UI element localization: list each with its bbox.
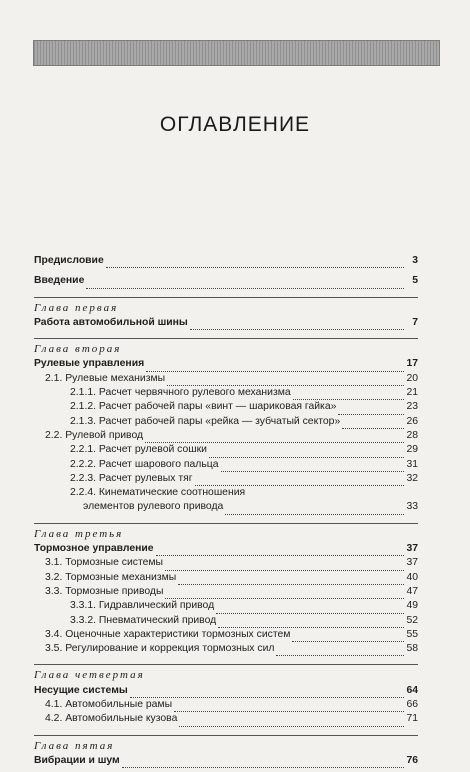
chapter-heading: Глава пятая xyxy=(34,735,418,754)
dot-leader xyxy=(293,389,404,400)
toc-entry-title: 2.2.4. Кинематические соотношения xyxy=(70,487,246,499)
toc-entry-page: 5 xyxy=(412,275,418,287)
toc-entry-page: 64 xyxy=(406,684,418,696)
toc-entry-title: Предисловие xyxy=(34,255,104,266)
toc-entry[interactable] xyxy=(34,274,418,288)
toc-entry[interactable] xyxy=(34,754,418,768)
header-bar xyxy=(33,40,440,66)
toc-entry[interactable] xyxy=(34,500,418,514)
toc-entry[interactable] xyxy=(34,316,418,330)
toc-entry[interactable] xyxy=(34,429,418,443)
toc-entry-title: 3.3. Тормозные приводы xyxy=(45,585,164,597)
toc-entry[interactable] xyxy=(34,472,418,486)
toc-entry[interactable] xyxy=(34,386,418,400)
toc-entry-page: 47 xyxy=(406,585,418,597)
toc-entry-title: 2.1. Рулевые механизмы xyxy=(45,372,166,384)
toc-entry-page: 29 xyxy=(406,444,418,456)
toc-entry-page: 66 xyxy=(406,699,418,711)
chapter-heading: Глава третья xyxy=(34,523,418,542)
toc-entry-page: 26 xyxy=(406,415,418,427)
dot-leader xyxy=(209,447,404,458)
dot-leader xyxy=(174,701,404,712)
page-title: ОГЛАВЛЕНИЕ xyxy=(159,113,311,136)
toc-entry-page: 17 xyxy=(406,358,418,370)
toc-entry-title: 3.3.1. Гидравлический привод xyxy=(70,600,215,612)
toc-entry[interactable] xyxy=(34,372,418,386)
dot-leader xyxy=(156,545,404,556)
toc-entry-page: 23 xyxy=(406,401,418,413)
dot-leader xyxy=(216,603,404,614)
toc-entry[interactable] xyxy=(34,357,418,371)
dot-leader xyxy=(221,461,404,472)
dot-leader xyxy=(190,319,404,330)
toc-entry[interactable] xyxy=(34,642,418,656)
dot-leader xyxy=(292,631,404,642)
toc-entry-title: 2.2.2. Расчет шарового пальца xyxy=(70,458,219,470)
toc-entry[interactable] xyxy=(34,458,418,472)
toc-entry-title: 3.4. Оценочные характеристики тормозных систем xyxy=(45,628,291,640)
toc-entry-page: 7 xyxy=(412,316,418,328)
toc-entry-page: 20 xyxy=(406,372,418,384)
toc-entry[interactable] xyxy=(34,556,418,570)
toc-entry-title: элементов рулевого привода xyxy=(83,501,224,513)
dot-leader xyxy=(146,361,404,372)
toc-entry[interactable] xyxy=(34,542,418,556)
dot-leader xyxy=(338,404,404,415)
toc-entry-title: Вибрации и шум xyxy=(34,754,120,766)
dot-leader xyxy=(276,645,404,656)
toc-entry-title: Тормозное управление xyxy=(34,543,154,555)
toc-entry[interactable] xyxy=(34,614,418,628)
chapter-heading: Глава первая xyxy=(34,297,418,316)
chapter-heading: Глава вторая xyxy=(34,338,418,357)
dot-leader xyxy=(225,504,404,515)
dot-leader xyxy=(106,257,404,268)
dot-leader xyxy=(86,278,404,289)
toc-entry-title: 2.1.3. Расчет рабочей пары «рейка — зубчатый сектор» xyxy=(70,415,341,427)
dot-leader xyxy=(218,617,404,628)
toc-entry[interactable] xyxy=(34,628,418,642)
toc-entry-title: 3.5. Регулирование и коррекция тормозных сил xyxy=(45,643,275,655)
toc-entry-page: 28 xyxy=(406,429,418,441)
dot-leader xyxy=(179,716,404,727)
toc-entry[interactable] xyxy=(34,585,418,599)
dot-leader xyxy=(165,588,404,599)
toc-entry-title: 3.2. Тормозные механизмы xyxy=(45,571,177,583)
toc-entry[interactable] xyxy=(34,415,418,429)
toc-entry-title: 2.2. Рулевой привод xyxy=(45,429,144,441)
toc-entry-page: 21 xyxy=(406,387,418,399)
toc-entry[interactable] xyxy=(34,698,418,712)
toc-entry[interactable] xyxy=(34,400,418,414)
toc-entry-page: 58 xyxy=(406,643,418,655)
toc-entry-page: 49 xyxy=(406,600,418,612)
toc-entry-title: 2.2.1. Расчет рулевой сошки xyxy=(70,444,207,456)
toc-entry-title: 3.3.2. Пневматический привод xyxy=(70,614,217,626)
toc-entry-title: 2.1.1. Расчет червячного рулевого механизма xyxy=(70,387,291,399)
toc-entry[interactable] xyxy=(34,712,418,726)
toc-entry-title: Введение xyxy=(34,275,85,287)
toc-entry-page: 76 xyxy=(406,754,418,766)
toc-entry-title: 2.2.3. Расчет рулевых тяг xyxy=(70,472,193,484)
dot-leader xyxy=(195,475,404,486)
toc-entry[interactable] xyxy=(34,443,418,457)
toc-entry[interactable] xyxy=(34,254,418,268)
toc-entry-title: Работа автомобильной шины xyxy=(34,316,188,328)
dot-leader xyxy=(145,432,404,443)
toc-entry-title: 4.1. Автомобильные рамы xyxy=(45,699,173,711)
toc-entry-page: 71 xyxy=(406,713,418,725)
toc-entry-page: 37 xyxy=(406,543,418,555)
toc-entry-title: 3.1. Тормозные системы xyxy=(45,557,163,569)
toc-entry-page: 3 xyxy=(412,255,418,266)
toc-entry-page: 52 xyxy=(406,614,418,626)
toc-entry[interactable] xyxy=(34,684,418,698)
toc-entry-page: 55 xyxy=(406,628,418,640)
toc-entry-page: 40 xyxy=(406,571,418,583)
toc-entry-title: 4.2. Автомобильные кузова xyxy=(45,713,178,725)
toc-entry[interactable] xyxy=(34,599,418,613)
dot-leader xyxy=(165,560,404,571)
dot-leader xyxy=(342,418,404,429)
toc-entry-page: 31 xyxy=(406,458,418,470)
dot-leader xyxy=(167,375,404,386)
toc-entry-title: Рулевые управления xyxy=(34,358,145,370)
dot-leader xyxy=(122,757,404,768)
chapter-heading: Глава четвертая xyxy=(34,664,418,683)
toc-entry-page: 33 xyxy=(406,501,418,513)
toc-entry-title: 2.1.2. Расчет рабочей пары «винт — шариковая гайка» xyxy=(70,401,337,413)
table-of-contents xyxy=(34,254,418,768)
toc-entry-title: Несущие системы xyxy=(34,684,128,696)
dot-leader xyxy=(130,687,404,698)
toc-entry[interactable] xyxy=(34,571,418,585)
toc-entry-page: 32 xyxy=(406,472,418,484)
toc-entry[interactable] xyxy=(34,486,418,500)
toc-entry-page: 37 xyxy=(406,557,418,569)
dot-leader xyxy=(178,574,404,585)
